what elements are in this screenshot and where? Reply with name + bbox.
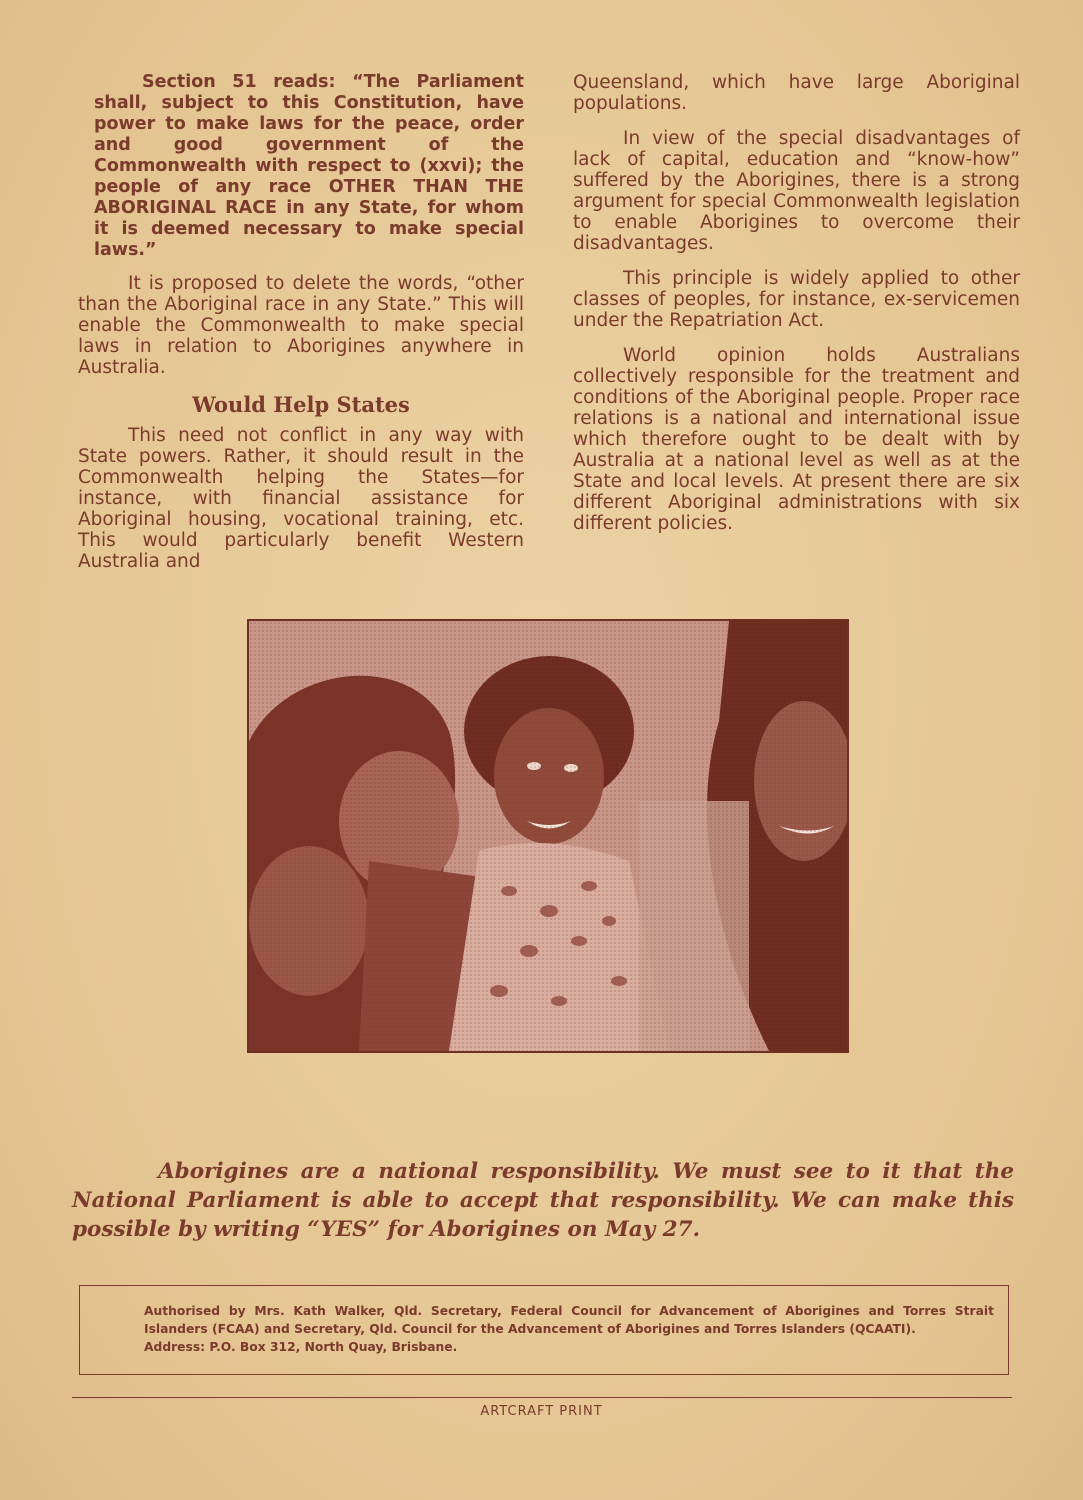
- state-powers-paragraph: This need not conflict in any way with State powers. Rather, it should result in the Commonwealth helping the States—for instance, with financial assistance for Aboriginal housing, vocational training, etc. This would particularly benefit Western Australia and: [78, 425, 524, 572]
- photo-illustration: [249, 621, 847, 1051]
- disadvantages-paragraph: In view of the special disadvantages of lack of capital, education and “know-how” suffered by the Aborigines, there is a strong argument for special Commonwealth legislation to enable Aborigines to overcome their disadvantages.: [573, 128, 1020, 254]
- continuation-paragraph: Queensland, which have large Aboriginal populations.: [573, 72, 1020, 114]
- left-column: [78, 72, 524, 586]
- photograph-children: [247, 619, 849, 1053]
- campaign-tagline: Aborigines are a national responsibility. We must see to it that the National Parliament is able to accept that responsibility. We can make this possible by writing “YES” for Aborigines on May 27.: [72, 1159, 1014, 1242]
- authorisation-box: [79, 1285, 1009, 1375]
- world-opinion-paragraph: World opinion holds Australians collectively responsible for the treatment and conditions of the Aboriginal people. Proper race relations is a national and international issue which therefore ought to be dealt with by Australia at a national level as well as at the State and local levels. At present there are six different Aboriginal administrations with six different policies.: [573, 345, 1020, 534]
- section-51-quote: Section 51 reads: “The Parliament shall, subject to this Constitution, have power to make laws for the peace, order and good government of the Commonwealth with respect to (xxvi); the people of any race OTHER THAN THE ABORIGINAL RACE in any State, for whom it is deemed necessary to make special laws.”: [94, 72, 524, 260]
- authorisation-text: [94, 1302, 994, 1356]
- principle-paragraph: This principle is widely applied to other classes of peoples, for instance, ex-servicemen under the Repatriation Act.: [573, 268, 1020, 331]
- authorisation-line: Authorised by Mrs. Kath Walker, Qld. Secretary, Federal Council for Advancement of Aborigines and Torres Strait Islanders (FCAA) and Secretary, Qld. Council for the Advancement of Aborigines and Torres Islanders (QCAATI).: [144, 1304, 994, 1336]
- section-heading: Would Help States: [192, 392, 410, 417]
- proposal-paragraph: It is proposed to delete the words, “other than the Aboriginal race in any State.” This will enable the Commonwealth to make special laws in relation to Aborigines anywhere in Australia.: [78, 273, 524, 378]
- authorisation-address: Address: P.O. Box 312, North Quay, Brisbane.: [144, 1340, 458, 1354]
- printer-credit: ARTCRAFT PRINT: [480, 1404, 603, 1419]
- right-column: [573, 72, 1020, 548]
- footer-divider: [72, 1397, 1012, 1398]
